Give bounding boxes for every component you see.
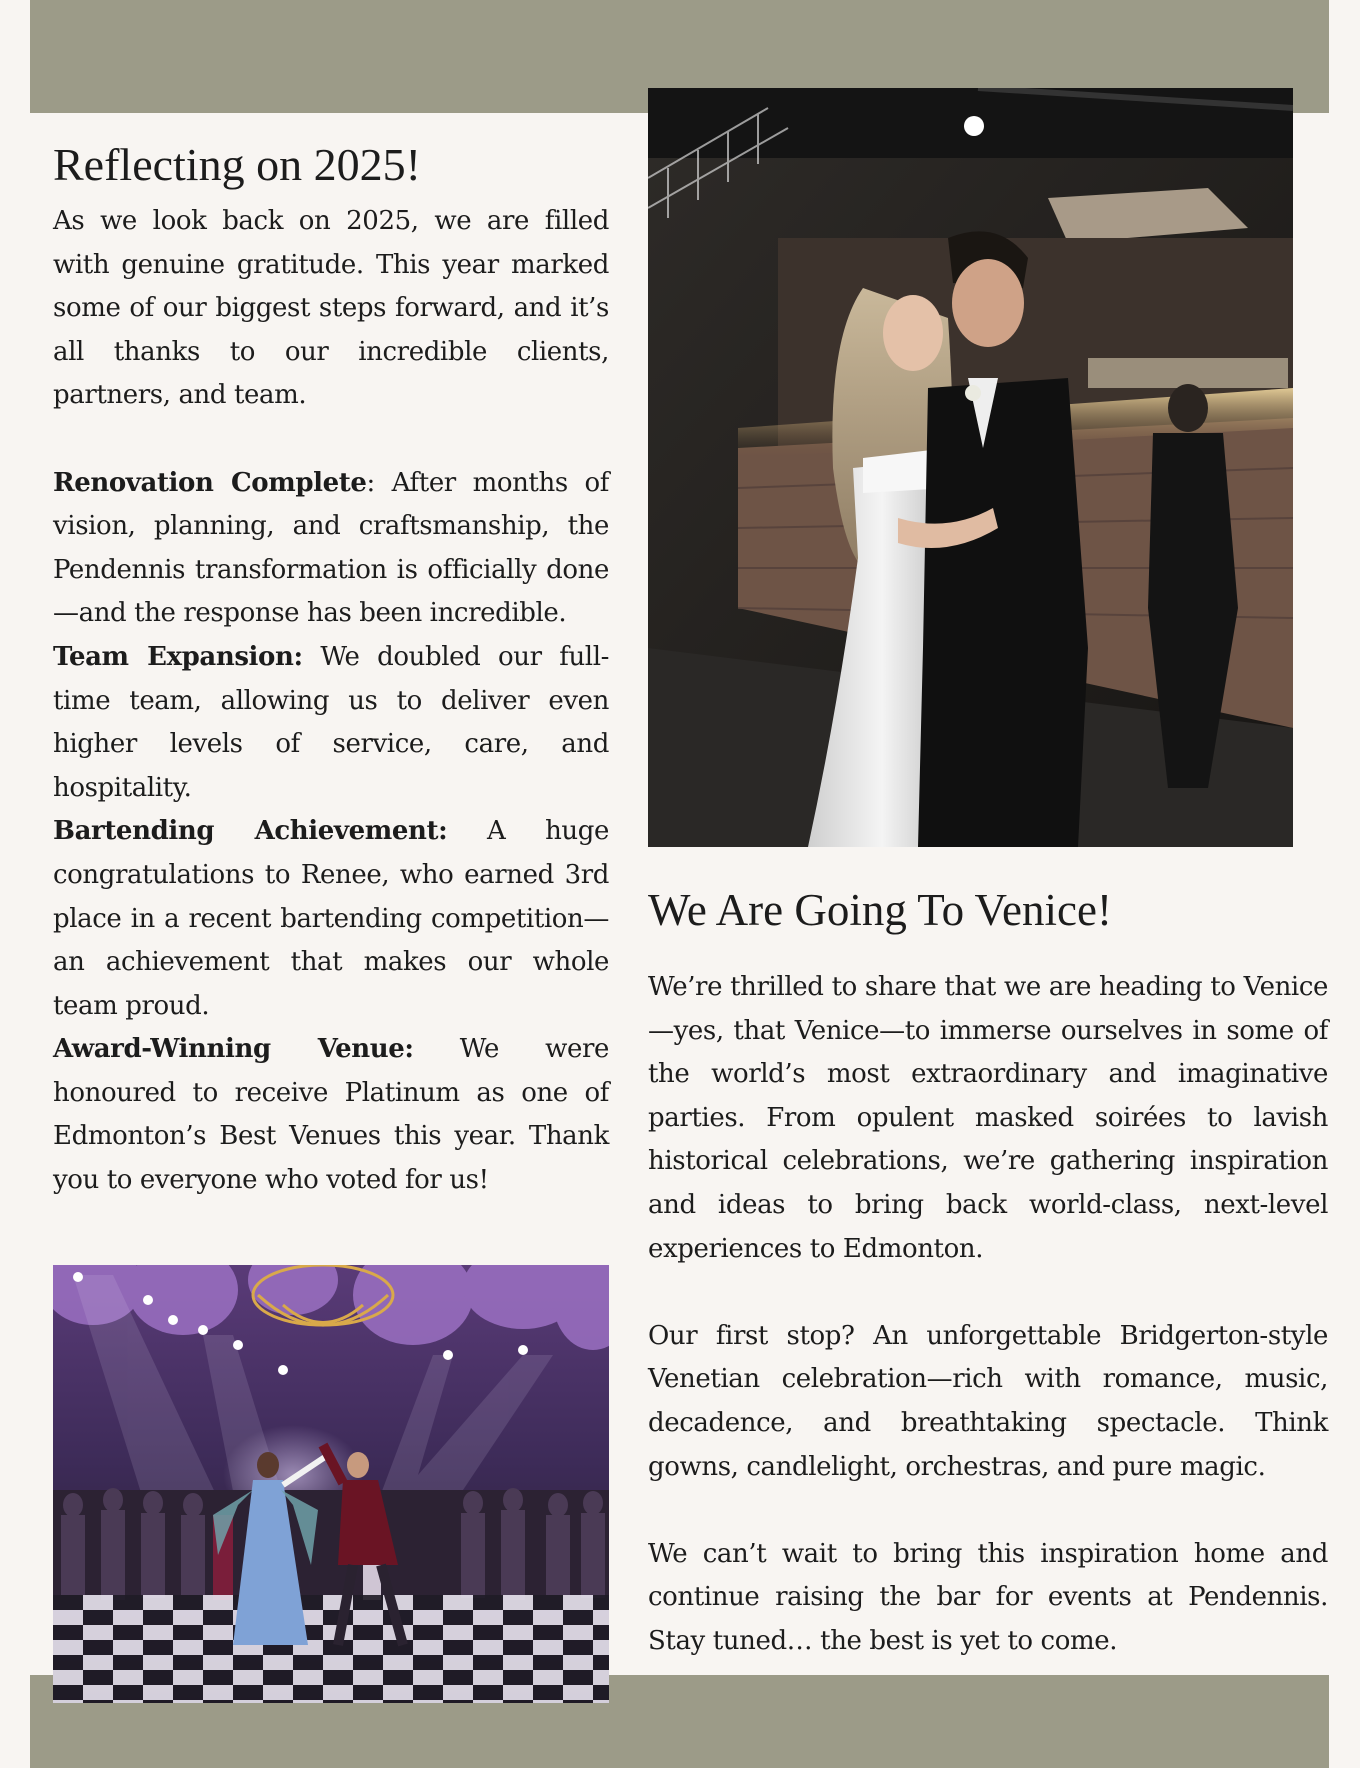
reflecting-heading: Reflecting on 2025! bbox=[53, 139, 421, 190]
heading-gap bbox=[648, 940, 1328, 966]
paragraph-gap bbox=[648, 1489, 1328, 1533]
highlight-team bbox=[53, 636, 609, 810]
ballroom-dance-photo bbox=[53, 1265, 609, 1703]
highlight-bartending bbox=[53, 810, 609, 1028]
highlight-text: We doubled our full-time team, allowing us to deliver even higher levels of service, care, and hospitality. bbox=[53, 641, 609, 803]
venice-paragraph-1: We’re thrilled to share that we are heading to Venice—yes, that Venice—to immerse ourselves in some of the world’s most extraordinary and imaginative parties. From opulent masked soirées to lavish historical celebrations, we’re gathering inspiration and ideas to bring back world-class, next-level experiences to Edmonton. bbox=[648, 972, 1328, 1264]
highlight-text: After months of vision, planning, and craftsmanship, the Pendennis transformation is officially done—and the response has been incredible. bbox=[53, 467, 609, 629]
label-separator bbox=[447, 816, 487, 846]
highlight-text: A huge congratulations to Renee, who earned 3rd place in a recent bartending competition—an achievement that makes our whole team proud. bbox=[53, 816, 609, 1021]
highlight-text: We were honoured to receive Platinum as one of Edmonton’s Best Venues this year. Thank you to everyone who voted for us! bbox=[53, 1034, 609, 1196]
highlight-label: Bartending Achievement: bbox=[53, 816, 448, 847]
venice-heading: We Are Going To Venice! bbox=[648, 885, 1112, 935]
intro-paragraph: As we look back on 2025, we are filled with genuine gratitude. This year marked some of our biggest steps forward, and it’s all thanks to our incredible clients, partners, and team. bbox=[53, 206, 609, 411]
highlight-renovation bbox=[53, 462, 609, 636]
label-separator bbox=[303, 642, 321, 672]
venice-paragraph-2: Our first stop? An unforgettable Bridgerton-style Venetian celebration—rich with romance, music, decadence, and breathtaking spectacle. Think gowns, candlelight, orchestras, and pure magic. bbox=[648, 1320, 1328, 1482]
label-separator: : bbox=[366, 467, 392, 498]
venice-paragraph-3: We can’t wait to bring this inspiration home and continue raising the bar for events at Pendennis. Stay tuned… the best is yet to come. bbox=[648, 1538, 1328, 1656]
highlight-label: Team Expansion: bbox=[53, 641, 303, 672]
highlight-label: Renovation Complete bbox=[53, 467, 367, 498]
venice-section bbox=[648, 880, 1328, 1664]
highlight-label: Award-Winning Venue: bbox=[53, 1034, 414, 1065]
wedding-couple-photo bbox=[648, 88, 1293, 847]
paragraph-gap bbox=[648, 1271, 1328, 1315]
label-separator bbox=[414, 1034, 460, 1064]
left-column bbox=[53, 130, 609, 1203]
paragraph-gap bbox=[53, 418, 609, 462]
highlight-award bbox=[53, 1028, 609, 1202]
